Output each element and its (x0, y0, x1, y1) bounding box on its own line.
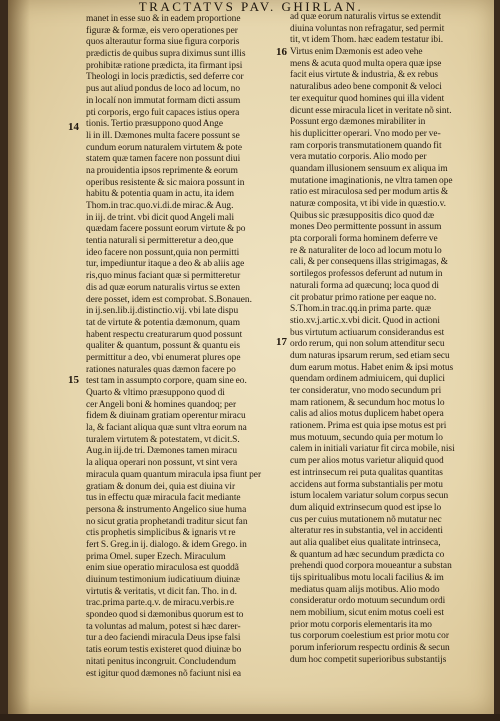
text-line: ad quæ eorum naturalis virtus se extendit (290, 12, 442, 22)
margin-number-14: 14 (68, 121, 79, 133)
text-line: quædam facere possunt eorum virtute & po (86, 224, 246, 235)
text-line: la aliqua operari non possunt, vt sint vera (86, 458, 238, 469)
text-line: dum hoc competit superioribus substantijs (290, 654, 447, 665)
text-line: fidem & diuinam gratiam operentur miracu (86, 411, 246, 422)
book-page (8, 0, 494, 714)
left-text-column (86, 14, 298, 680)
text-line: mutatione imaginationis, ne vltra tamen ope (290, 175, 453, 186)
text-line: manet in esse suo & in eadem proportione (86, 14, 241, 24)
text-line: prehendi quod corpora moueantur a substan (290, 561, 452, 572)
text-line: trac.prima parte.q.v. de miracu.verbis.re (86, 598, 235, 609)
text-line: dere posset, idem est comprobat. S.Bonauen. (86, 294, 252, 305)
text-line: Thom.in trac.quo.vi.di.de mirac.& Aug. (86, 201, 234, 211)
text-line: dum earum motus. Habet enim & ipsi motus (290, 362, 454, 373)
text-line: tus in effectu quæ miracula facit mediante (86, 493, 241, 504)
text-line: Quibus sic præsuppositis dico quod dæ (290, 210, 435, 221)
text-line: cit probatur primo ratione per eaque no. (290, 292, 437, 303)
scan-edge (0, 714, 500, 721)
text-line: sortilegos professos deferunt ad nutum in (290, 269, 443, 280)
text-line: tentia naturali si permitteretur a deo,que (86, 236, 234, 247)
text-line: quendam ordinem admiuicem, qui duplici (290, 374, 445, 385)
text-line: aut alia qualibet eius qualitate intrinseca, (290, 537, 441, 548)
text-line: cum per alios motus varietur aliquid quod (290, 456, 444, 467)
margin-number-15: 15 (68, 374, 79, 386)
text-line: diuina voluntas non refragatur, sed permit (290, 23, 445, 34)
text-line: ter exequitur quod homines qui illa vident (290, 93, 445, 104)
text-line: pti corporis, ergo fuit capaces istius opera (86, 107, 240, 118)
text-line: dicunt esse miracula licet in veritate nõ sint. (290, 105, 452, 116)
text-line: test tam in assumpto corpore, quam sine eo. (86, 376, 247, 387)
right-text-column (290, 12, 494, 667)
text-line: mones Deo permittente possunt in assum (290, 222, 442, 233)
text-line: S.Thom.in trac.qq.in prima parte. quæ (290, 304, 431, 315)
text-line: Possunt ergo dæmones mirabiliter in (290, 117, 426, 128)
text-line: persona & instrumento Angelico siue huma (86, 504, 247, 515)
text-line: naturalibus adeo bene componit & veloci (290, 82, 442, 93)
text-line: istum localem variatur solum corpus secun (290, 491, 449, 502)
text-line: la, & faciant aliqua quæ sunt vltra eorum na (86, 423, 247, 434)
text-line: tus corporum coelestium est prior motu cor (290, 631, 449, 642)
text-line: cundum eorum naturalem virtutem & pote (86, 142, 243, 153)
text-line: figuræ & formæ, eis vero operationes per (86, 25, 238, 36)
text-line: habent respectu creaturarum quod possunt (86, 329, 243, 340)
text-line: ctis prophetis simplicibus & ignaris vt re (86, 528, 236, 539)
text-line: est igitur quod dæmones nõ faciunt nisi ea (86, 668, 242, 679)
text-line: rationem. Prima est quia ipse motus est pri (290, 421, 447, 432)
text-line: ratio est miraculosa sed per modum artis & (290, 187, 449, 198)
text-line: mus motuum, secundo quia per motum lo (290, 432, 443, 443)
text-line: tit, vt idem Thom. hæc eadem testatur ibi. (290, 35, 444, 46)
text-line: ter consideratur, vno modo secundum pri (290, 386, 442, 396)
text-line: mens & acuta quod multa opera quæ ipse (290, 58, 442, 69)
text-line: pta corporali forma hominem deferre ve (290, 234, 438, 245)
text-line: in localí non immutat formam dicti assum (86, 95, 241, 106)
text-line: prohibitæ ratione prædicta, ita firmant ipsi (86, 60, 243, 71)
text-line: ideo facere non possunt,quia non permitti (86, 247, 240, 258)
text-line: alteratur res in substantia, vel in accidenti (290, 526, 443, 537)
text-line: re & naturaliter de loco ad locum motu lo (290, 245, 442, 256)
text-line: bus virtutum actiuarum considerandus est (290, 327, 445, 338)
text-line: spondeo quod si dæmonibus quorum est to (86, 610, 244, 621)
text-line: Theologi in locis prædictis, sed deferre cor (86, 72, 244, 83)
text-line: dum naturas ipsarum rerum, sed etiam secu (290, 350, 450, 361)
page-binding-shadow (8, 0, 30, 714)
text-line: dum aliquid extrinsecum quod est ipse lo (290, 502, 442, 513)
text-line: Quarto & vltimo præsuppono quod di (86, 388, 225, 398)
text-line: & quantum ad hæc secundum prædicta co (290, 549, 445, 560)
text-line: cali, & per consequens illas strigimagas, & (290, 257, 448, 268)
text-line: his duplicitter operari. Vno modo per ve- (290, 128, 441, 139)
text-line: nem mobilium, sicut enim motus coeli est (290, 608, 445, 619)
running-title: TRACTATVS PAV. GHIRLAN. (138, 0, 364, 14)
text-line: tionis. Tertio præsuppono quod Ange (86, 119, 224, 130)
text-line: diuinum testimonium iudicatiuum diuinæ (86, 575, 240, 585)
text-line: facit eius virtute & industria, & ex rebus (290, 70, 439, 81)
text-line: calem in initiali variatur fit circa mobile, nisi (290, 444, 455, 455)
text-line: pus aut aliud pondus de loco ad locum, no (86, 84, 241, 95)
text-line: prima Omel. super Ezech. Miraculum (86, 551, 226, 562)
text-line: tur a deo faciendi miracula Deus ipse falsi (86, 633, 241, 644)
text-line: ordo rerum, qui non solum attenditur secu (290, 339, 445, 350)
text-line: naturæ composita, vt ibi vide in quæstio.v. (290, 199, 447, 209)
text-line: tat de virtute & potentia dæmonum, quam (86, 317, 241, 328)
text-line: rationes naturales quas dæmon facere po (86, 364, 236, 375)
text-line: Virtus enim Dæmonis est adeo vehe (290, 47, 423, 58)
text-line: no sicut gratia prophetandi traditur sicut fan (86, 516, 248, 527)
text-line: virtutis & veritatis, vt dicit fan. Tho. in d. (86, 586, 238, 597)
text-line: fert S. Greg.in ij. dialogo. & idem Grego. in (86, 539, 247, 550)
text-line: prædictis de quibus supra diximus sunt illis (86, 49, 246, 60)
text-line: in ij.sen.lib.ij.distinctio.vij. vbi late dispu (86, 306, 239, 317)
text-line: stio.xv.j.artic.x.vbi dicit. Quod in actioni (290, 315, 440, 326)
text-line: porum inferiorum respectu ordinis & secun (290, 643, 450, 654)
text-line: nitati penitus incongruit. Concludendum (86, 656, 237, 667)
text-line: tur, impediuntur itaque a deo & ab aliis age (86, 259, 245, 270)
text-line: turalem virtutem & potestatem, vt dicit.S. (86, 434, 240, 445)
text-line: est intrinsecum rei puta qualitas quantitas (290, 467, 443, 478)
text-line: prior motu corporis elementaris ita mo (290, 619, 432, 630)
text-line: quandam illusionem sensuum ex aliqua im (290, 163, 448, 174)
text-line: accidens aut forma substantialis per motu (290, 479, 443, 490)
text-line: naturali forma ad quæcunq; loca quod di (290, 280, 440, 291)
text-line: enim siue operatio miraculosa est quoddã (86, 563, 239, 574)
text-line: permittitur a deo, vbi enumerat plures ope (86, 352, 241, 363)
text-line: operibus resistente & sic maiora possunt in (86, 177, 245, 188)
text-line: na prouidentia ipsos reprimente & eorum (86, 165, 238, 176)
text-line: statem quæ tamen facere non possunt diui (86, 154, 241, 165)
text-line: calis ad alios motus duplicem habet opera (290, 409, 444, 420)
text-line: li in ill. Dæmones multa facere possunt se (86, 130, 240, 141)
text-line: gratiam & donum dei, quia est diuina vir (86, 481, 236, 492)
text-line: tijs spiritualibus motu locali facilius & im (290, 573, 444, 583)
text-line: cus per cuius mutationem nõ mutatur nec (290, 514, 442, 525)
text-line: in iij. de trint. vbi dicit quod Angeli mali (86, 212, 235, 223)
text-line: miracula quam quantum miracula ipsa fiunt per (86, 469, 262, 480)
margin-number-16: 16 (276, 46, 287, 58)
text-line: qualiter & quantum, possunt & quantu eis (86, 341, 241, 352)
text-line: cer Angeli boni & homines quandoq; per (86, 399, 237, 410)
text-line: mediatus quam alijs motibus. Alio modo (290, 584, 440, 595)
text-line: mam rationem, & secundum hoc motus lo (290, 397, 445, 408)
margin-number-17: 17 (276, 336, 287, 348)
text-line: Aug.in iij.de tri. Dæmones tamen miracu (86, 446, 238, 457)
text-line: tatis eorum testis existeret quod diuinæ bo (86, 645, 242, 656)
text-line: vera mutatio corporis. Alio modo per (290, 152, 427, 163)
text-line: ris,quo minus faciant quæ si permitteretur (86, 271, 241, 282)
text-line: habitu & potentia quam in actu, ita idem (86, 189, 235, 200)
text-line: ta voluntas ad malum, potest si hæc darer- (86, 621, 241, 632)
text-line: consideratur ordo motuum secundum ordi (290, 596, 446, 607)
text-line: quos alterautur forma siue figura corporis (86, 37, 240, 48)
text-line: ram corporis transmutationem quando fit (290, 140, 442, 151)
text-line: dis ad quæ eorum naturalis virtus se exten (86, 282, 241, 293)
